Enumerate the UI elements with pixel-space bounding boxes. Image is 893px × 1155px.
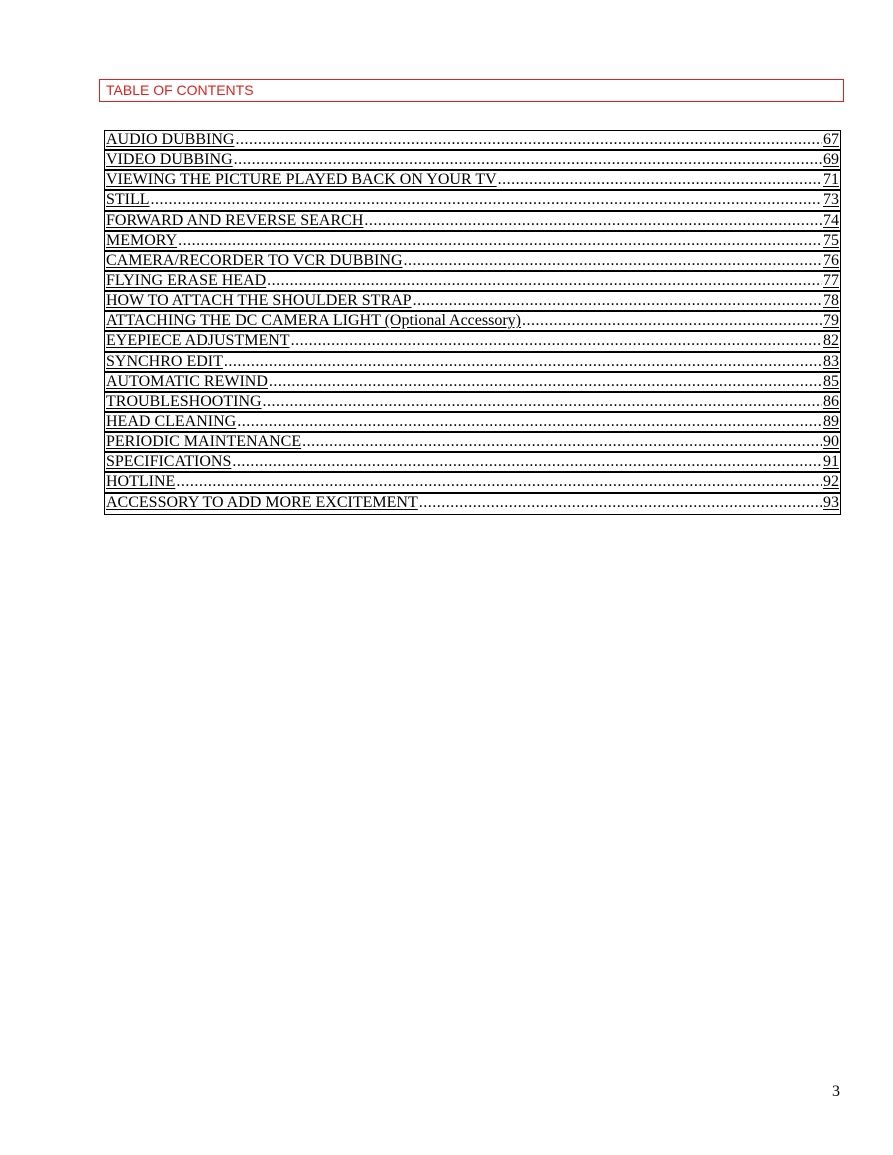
toc-entry-title[interactable]: MEMORY xyxy=(106,231,178,249)
toc-entry-title[interactable]: ATTACHING THE DC CAMERA LIGHT (Optional Accessory) xyxy=(106,312,521,330)
toc-entry-page[interactable]: 86 xyxy=(823,392,839,410)
toc-entry[interactable] xyxy=(105,312,840,332)
toc-entry-title[interactable]: HOTLINE xyxy=(106,473,176,491)
toc-entry-title[interactable]: AUTOMATIC REWIND xyxy=(106,372,268,390)
toc-dot-leader xyxy=(235,131,822,149)
toc-dot-leader xyxy=(302,433,822,451)
toc-dot-leader xyxy=(267,272,822,290)
toc-dot-leader xyxy=(404,252,823,270)
toc-entry-page[interactable]: 73 xyxy=(823,191,839,209)
toc-entry[interactable] xyxy=(105,453,840,473)
toc-entry[interactable] xyxy=(105,332,840,352)
toc-entry-page[interactable]: 75 xyxy=(823,231,839,249)
toc-heading-label: TABLE OF CONTENTS xyxy=(106,82,254,98)
toc-entry-page[interactable]: 89 xyxy=(823,412,839,430)
toc-entry-page[interactable]: 71 xyxy=(823,171,839,189)
toc-entry[interactable] xyxy=(105,494,840,514)
toc-entry[interactable] xyxy=(105,373,840,393)
toc-entry-page[interactable]: 67 xyxy=(823,131,839,148)
toc-dot-leader xyxy=(176,473,822,491)
toc-entry-page[interactable]: 76 xyxy=(823,251,839,269)
toc-dot-leader xyxy=(419,494,822,512)
toc-entry-title[interactable]: VIDEO DUBBING xyxy=(106,151,233,169)
toc-dot-leader xyxy=(234,151,822,169)
page-number: 3 xyxy=(832,1083,840,1100)
toc-entry-title[interactable]: TROUBLESHOOTING xyxy=(106,392,262,410)
toc-entry[interactable] xyxy=(105,131,840,151)
toc-entry[interactable] xyxy=(105,292,840,312)
toc-dot-leader xyxy=(151,191,822,209)
toc-entry[interactable] xyxy=(105,232,840,252)
toc-entry-page[interactable]: 74 xyxy=(823,211,839,229)
toc-dot-leader xyxy=(522,312,822,330)
toc-dot-leader xyxy=(498,171,822,189)
toc-entry-title[interactable]: HOW TO ATTACH THE SHOULDER STRAP xyxy=(106,292,412,310)
toc-entry[interactable] xyxy=(105,413,840,433)
toc-entry[interactable] xyxy=(105,473,840,493)
toc-entry-page[interactable]: 69 xyxy=(823,151,839,169)
toc-entry-title[interactable]: FORWARD AND REVERSE SEARCH xyxy=(106,211,364,229)
toc-dot-leader xyxy=(291,332,822,350)
toc-entry[interactable] xyxy=(105,272,840,292)
toc-dot-leader xyxy=(237,413,822,431)
toc-entry-title[interactable]: PERIODIC MAINTENANCE xyxy=(106,433,302,451)
toc-entry[interactable] xyxy=(105,353,840,373)
toc-entry-page[interactable]: 93 xyxy=(823,493,839,511)
toc-entry-title[interactable]: SYNCHRO EDIT xyxy=(106,352,223,370)
toc-entry[interactable] xyxy=(105,191,840,211)
toc-dot-leader xyxy=(224,353,822,371)
toc-entry-title[interactable]: ACCESSORY TO ADD MORE EXCITEMENT xyxy=(106,493,418,511)
toc-dot-leader xyxy=(364,212,822,230)
toc-entry-page[interactable]: 92 xyxy=(823,473,839,491)
toc-entry-page[interactable]: 90 xyxy=(823,433,839,451)
toc-entry-title[interactable]: VIEWING THE PICTURE PLAYED BACK ON YOUR TV xyxy=(106,171,497,189)
toc-entry-title[interactable]: SPECIFICATIONS xyxy=(106,453,232,471)
toc-entry-page[interactable]: 83 xyxy=(823,352,839,370)
toc-entry-title[interactable]: STILL xyxy=(106,191,150,209)
toc-entry[interactable] xyxy=(105,252,840,272)
toc-entry[interactable] xyxy=(105,393,840,413)
toc-list xyxy=(104,130,841,515)
toc-dot-leader xyxy=(178,232,822,250)
toc-dot-leader xyxy=(232,453,822,471)
toc-entry[interactable] xyxy=(105,212,840,232)
toc-heading xyxy=(99,79,844,102)
toc-entry-title[interactable]: HEAD CLEANING xyxy=(106,412,237,430)
toc-entry-page[interactable]: 82 xyxy=(823,332,839,350)
toc-entry[interactable] xyxy=(105,151,840,171)
toc-dot-leader xyxy=(263,393,822,411)
toc-entry-page[interactable]: 79 xyxy=(823,312,839,330)
toc-entry-title[interactable]: FLYING ERASE HEAD xyxy=(106,271,267,289)
toc-entry-page[interactable]: 85 xyxy=(823,372,839,390)
toc-entry-title[interactable]: AUDIO DUBBING xyxy=(106,131,235,148)
toc-entry-title[interactable]: EYEPIECE ADJUSTMENT xyxy=(106,332,290,350)
toc-entry-title[interactable]: CAMERA/RECORDER TO VCR DUBBING xyxy=(106,251,403,269)
toc-dot-leader xyxy=(269,373,822,391)
toc-entry-page[interactable]: 78 xyxy=(823,292,839,310)
toc-entry[interactable] xyxy=(105,171,840,191)
toc-entry[interactable] xyxy=(105,433,840,453)
toc-dot-leader xyxy=(413,292,822,310)
toc-entry-page[interactable]: 77 xyxy=(823,271,839,289)
toc-entry-page[interactable]: 91 xyxy=(823,453,839,471)
